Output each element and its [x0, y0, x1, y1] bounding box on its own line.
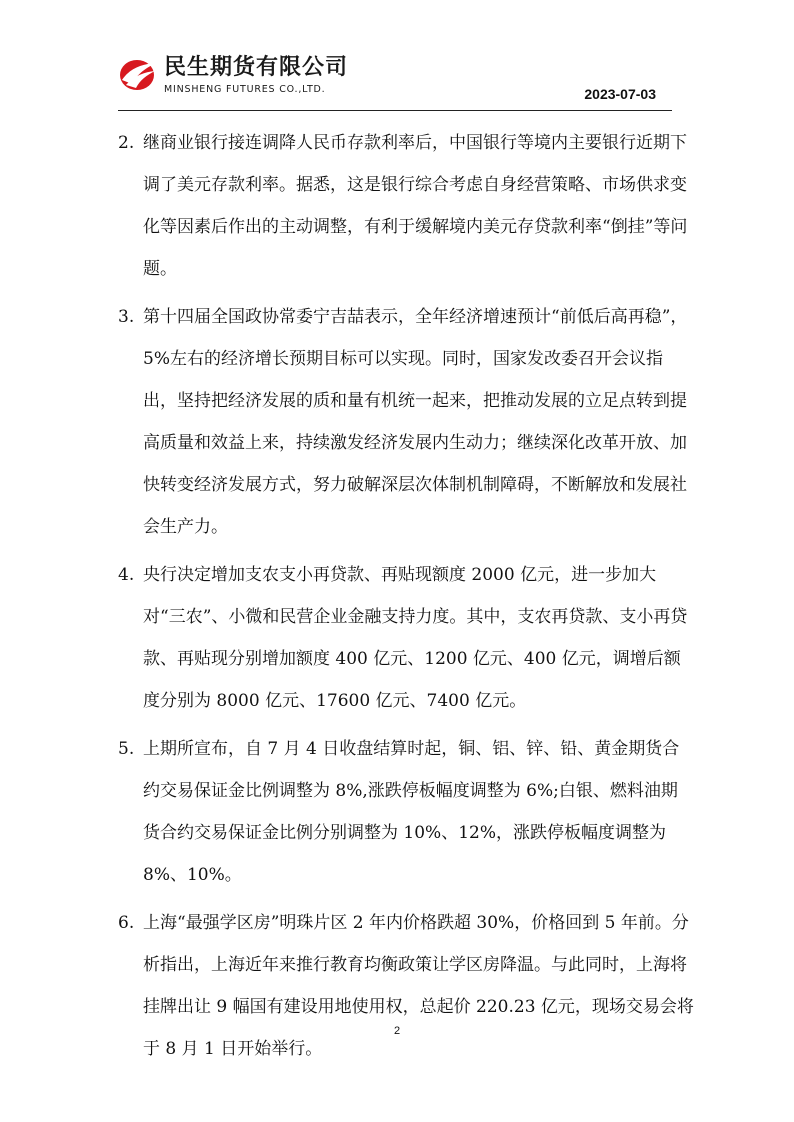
minsheng-logo-icon [118, 54, 158, 94]
news-item-text: 上期所宣布，自 7 月 4 日收盘结算时起，铜、铝、锌、铅、黄金期货合约交易保证金比例调整为 8%,涨跌停板幅度调整为 6%;白银、燃料油期货合约交易保证金比例分别调整为 10%、12%，涨跌停板幅度调整为 8%、10%。 [143, 739, 680, 885]
news-item-text: 央行决定增加支农支小再贷款、再贴现额度 2000 亿元，进一步加大对“三农”、小微和民营企业金融支持力度。其中，支农再贷款、支小再贷款、再贴现分别增加额度 400 亿元、1200 亿元、400 亿元，调增后额度分别为 8000 亿元、17600 亿元、7400 亿元。 [143, 565, 688, 711]
news-item-number: 4. [118, 565, 135, 585]
news-item-text: 上海“最强学区房”明珠片区 2 年内价格跌超 30%，价格回到 5 年前。分析指出，上海近年来推行教育均衡政策让学区房降温。与此同时，上海将挂牌出让 9 幅国有建设用地使用权，总起价 220.23 亿元，现场交易会将于 8 月 1 日开始举行。 [143, 913, 694, 1059]
report-date: 2023-07-03 [584, 86, 656, 102]
news-item-text: 继商业银行接连调降人民币存款利率后，中国银行等境内主要银行近期下调了美元存款利率。据悉，这是银行综合考虑自身经营策略、市场供求变化等因素后作出的主动调整，有利于缓解境内美元存贷款利率“倒挂”等问题。 [143, 133, 688, 279]
news-item-number: 5. [118, 739, 135, 759]
header-divider [118, 110, 672, 111]
news-item [118, 902, 694, 1070]
page-header [118, 52, 678, 102]
news-item [118, 554, 694, 722]
news-item [118, 122, 694, 290]
page-number: 2 [393, 1025, 401, 1037]
news-item-number: 6. [118, 913, 135, 933]
news-item [118, 296, 694, 548]
logo-chinese-name: 民生期货有限公司 [164, 55, 349, 80]
news-list [118, 122, 694, 1076]
company-logo [118, 52, 378, 98]
logo-english-name: MINSHENG FUTURES CO.,LTD. [164, 84, 326, 95]
news-item-number: 2. [118, 133, 135, 153]
news-item [118, 728, 694, 896]
news-item-number: 3. [118, 307, 135, 327]
news-item-text: 第十四届全国政协常委宁吉喆表示，全年经济增速预计“前低后高再稳”，5%左右的经济增长预期目标可以实现。同时，国家发改委召开会议指出，坚持把经济发展的质和量有机统一起来，把推动发展的立足点转到提高质量和效益上来，持续激发经济发展内生动力；继续深化改革开放、加快转变经济发展方式，努力破解深层次体制机制障碍，不断解放和发展社会生产力。 [143, 307, 688, 537]
